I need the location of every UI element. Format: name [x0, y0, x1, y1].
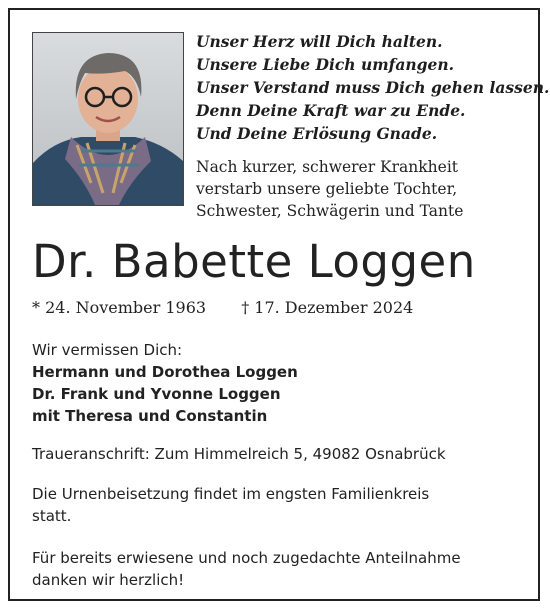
announcement-line: Schwester, Schwägerin und Tante	[196, 202, 464, 220]
mourner-line: Hermann und Dorothea Loggen	[32, 363, 298, 381]
announcement-line: verstarb unsere geliebte Tochter,	[196, 180, 458, 198]
urn-burial-note	[32, 483, 542, 527]
poem-line: Denn Deine Kraft war zu Ende.	[196, 101, 466, 120]
life-dates	[32, 297, 542, 319]
deceased-name: Dr. Babette Loggen	[32, 235, 476, 288]
mourning-address	[32, 443, 542, 465]
urn-note-line: statt.	[32, 507, 72, 525]
death-announcement	[196, 156, 536, 222]
urn-note-line: Die Urnenbeisetzung findet im engsten Familienkreis	[32, 485, 430, 503]
thanks-note	[32, 547, 542, 591]
portrait-photo	[32, 32, 184, 206]
mourner-line: Dr. Frank und Yvonne Loggen	[32, 385, 281, 403]
birth-date: * 24. November 1963	[32, 298, 207, 317]
death-date: † 17. Dezember 2024	[241, 298, 414, 317]
mourners-intro: Wir vermissen Dich:	[32, 341, 183, 359]
address-text: Traueranschrift: Zum Himmelreich 5, 49082 Osnabrück	[32, 445, 446, 463]
poem-line: Unser Verstand muss Dich gehen lassen.	[196, 78, 550, 97]
poem	[196, 30, 550, 145]
poem-line: Unsere Liebe Dich umfangen.	[196, 55, 454, 74]
portrait-image	[33, 33, 183, 205]
announcement-line: Nach kurzer, schwerer Krankheit	[196, 158, 459, 176]
poem-line: Unser Herz will Dich halten.	[196, 32, 443, 51]
mourner-line: mit Theresa und Constantin	[32, 407, 268, 425]
mourners	[32, 339, 542, 427]
thanks-line: danken wir herzlich!	[32, 571, 185, 589]
thanks-line: Für bereits erwiesene und noch zugedachte Anteilnahme	[32, 549, 461, 567]
poem-line: Und Deine Erlösung Gnade.	[196, 124, 438, 143]
obituary-frame	[8, 8, 550, 601]
